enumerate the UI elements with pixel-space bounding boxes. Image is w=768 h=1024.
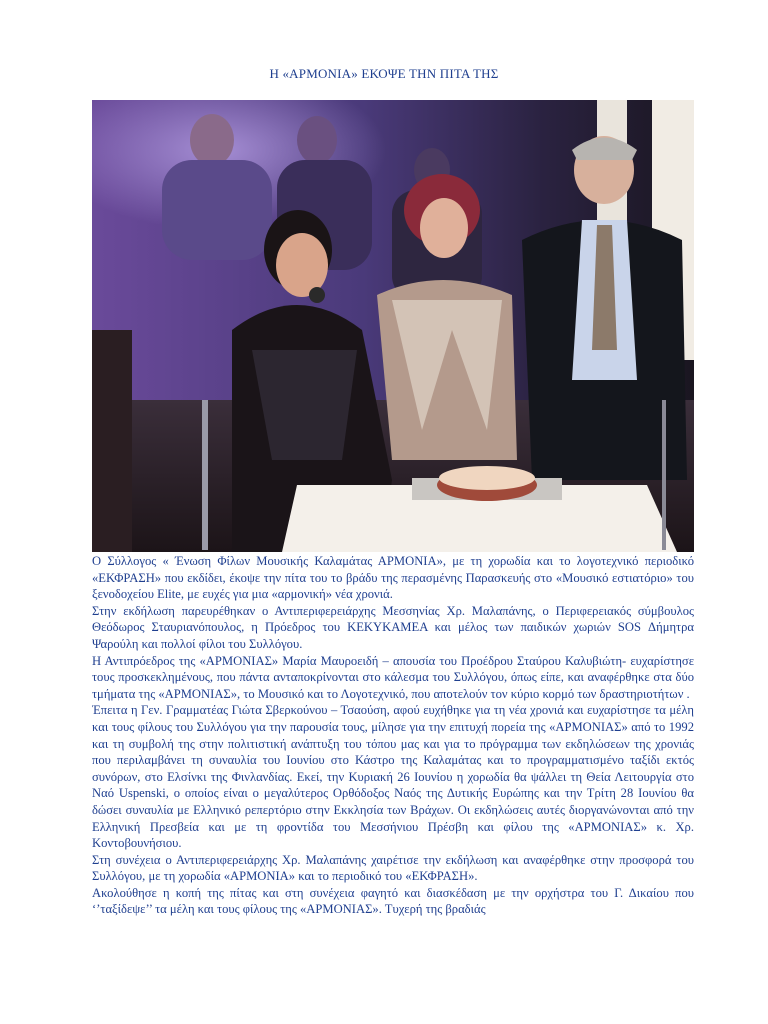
paragraph-guests: Στην εκδήλωση παρευρέθηκαν ο Αντιπεριφερειάρχης Μεσσηνίας Χρ. Μαλαπάνης, ο Περιφερειακός σύμβουλος Θεόδωρος Σταυριανόπουλος, η Πρόεδρος του ΚΕΚΥΚΑΜΕΑ και μέλος των παιδικών χωριών SOS Δήμητρα Ψαρούλη και πολλοί φίλοι του Συλλόγου. (92, 603, 694, 651)
event-photo (92, 100, 694, 552)
paragraph-intro: Ο Σύλλογος « Ένωση Φίλων Μουσικής Καλαμάτας ΑΡΜΟΝΙΑ», με τη χορωδία και το λογοτεχνικό περιοδικό «ΕΚΦΡΑΣΗ» που εκδίδει, έκοψε την πίτα του το βράδυ της περασμένης Παρασκευής στο «Μουσικό εστιατόριο» του ξενοδοχείου Elite, με ευχές για μια «αρμονική» νέα χρονιά. (92, 554, 694, 602)
paragraph-pie-cutting: Ακολούθησε η κοπή της πίτας και στη συνέχεια φαγητό και διασκέδαση με την ορχήστρα του Γ. Δικαίου που ‘’ταξίδεψε’’ τα μέλη και τους φίλους της «ΑΡΜΟΝΙΑΣ». Τυχερή της βραδιάς (92, 885, 694, 917)
paragraph-vice-president: Η Αντιπρόεδρος της «ΑΡΜΟΝΙΑΣ» Μαρία Μαυροειδή – απουσία του Προέδρου Σταύρου Καλυβιώτη- ευχαρίστησε τους προσκεκλημένους, που πάντα ανταποκρίνονται στο κάλεσμα του Συλλόγου, όπως είπε, και αναφέρθηκε στα δύο τμήματα της «ΑΡΜΟΝΙΑΣ», το Μουσικό και το Λογοτεχνικό, που αποτελούν τον κύριο κορμό των δραστηριοτήτων . (92, 653, 694, 701)
paragraph-deputy-governor: Στη συνέχεια ο Αντιπεριφερειάρχης Χρ. Μαλαπάνης χαιρέτισε την εκδήλωση και αναφέρθηκε στην προσφορά του Συλλόγου, με τη χορωδία «ΑΡΜΟΝΙΑ» και το περιοδικό του «ΕΚΦΡΑΣΗ». (92, 852, 694, 884)
article-body (92, 553, 694, 1024)
article-title: Η «ΑΡΜΟΝΙΑ» ΕΚΟΨΕ ΤΗΝ ΠΙΤΑ ΤΗΣ (269, 66, 499, 81)
paragraph-secretary: Έπειτα η Γεν. Γραμματέας Γιώτα Σβερκούνου – Τσαούση, αφού ευχήθηκε για τη νέα χρονιά και ευχαρίστησε τα μέλη και τους φίλους του Συλλόγου για την παρουσία τους, μίλησε για την επιτυχή πορεία της «ΑΡΜΟΝΙΑΣ» από το 1992 και τη συμβολή της στην πολιτιστική ανάπτυξη του τόπου μας και για το πρόγραμμα των εκδηλώσεων της χρονιάς που περιλαμβάνει τη συναυλία του Ιουνίου στο Κάστρο της Καλαμάτας και το προγραμματισμένο ταξίδι εκτός συνόρων, στο Ελσίνκι της Φινλανδίας. Εκεί, την Κυριακή 26 Ιουνίου η χορωδία θα ψάλλει τη Θεία Λειτουργία στο Ναό Uspenski, ο οποίος είναι ο μεγαλύτερος Ορθόδοξος Ναός της Δυτικής Ευρώπης και την Τρίτη 28 Ιουνίου θα δώσει συναυλία με Ελληνικό ρεπερτόριο στην Εκκλησία των Βράχων. Οι εκδηλώσεις αυτές διοργανώνονται από την Ελληνική Πρεσβεία και με τη φροντίδα του Μεσσήνιου Πρέσβη και φίλου της «ΑΡΜΟΝΙΑΣ» κ. Χρ. Κοντοβουνήσιου. (92, 703, 694, 851)
